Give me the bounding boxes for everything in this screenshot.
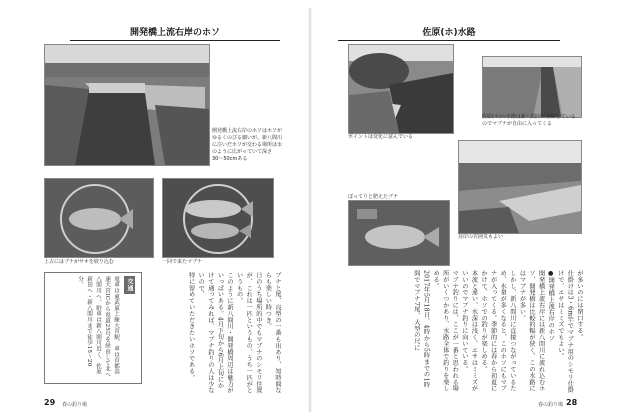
photo-channel xyxy=(44,44,210,166)
right-body-text: が多いのには閉口する。 仕掛けは3・6m竿でマブナ用のシモリ仕掛けで、エサはミミズでもよい。 ●開発橋上流右岸のホソ 開発橋上流右岸には新八間川に流れ込むホソ、開発橋は比較的幅が狭く、この水路にはマブナが多い。 しかし、新八間川に直接つながっているため、水量が多くなると、このホソにもマブナが入ってくる。季節的には春から初夏にかけて、ホソでの釣りが楽しめる。 本流と違い、水深は浅く、エサはミミズがいいのでマブナ釣りに向いている。 マブナ釣りには、ここが一番と思われる場所がいくつかあり、水路全体で釣りを楽しめる。 2017年5月18日、4時から5時までの1時間でマブナ7尾、大型の尺に xyxy=(412,270,583,394)
access-label: 交通 xyxy=(126,278,133,292)
caption-photo-mr: 対岸の雰囲気もよい xyxy=(458,234,504,240)
photo-riverbank xyxy=(458,140,582,234)
photo-fish-right xyxy=(162,178,274,258)
right-page xyxy=(310,0,620,420)
channel-illustration xyxy=(45,45,209,165)
folio-title-left: 春の釣り場 xyxy=(62,402,88,408)
photo-fish-left xyxy=(44,178,154,258)
access-text: 電車は東武東上線大宮駅、車は首都高速大宮ICから県道25号を経由して北へ八間川へ。駐車は新八間川近く、佐原新田へ・新八間川まで徒歩15〜20分。 xyxy=(77,276,119,378)
caption-fish-left: 上古にはブナがサオを絞り込む xyxy=(44,259,114,265)
caption-photo-tr: 佐原(ホ)の水路は新八間川に直結しているのでマブナが自由に入ってくる xyxy=(482,114,576,127)
folio-number-left: 29 xyxy=(44,398,56,407)
caption-main-photo: 開発橋上流右岸のホソはホソがゆるくのびる細いが、新八間川に注いだホソが交わる場所は水のように広がっていて深さ30〜50cmある xyxy=(212,128,283,162)
left-section-heading: 開発橋上流右岸のホソ xyxy=(70,26,280,41)
photo-waterway-right xyxy=(482,56,582,118)
photo-fish xyxy=(348,200,450,266)
caption-photo-ml: ぼってりと肥えたブナ xyxy=(348,194,399,200)
folio-number-right: 28 xyxy=(566,398,578,407)
right-section-heading: 佐原(ホ)水路 xyxy=(338,26,560,41)
left-body-text: ブナと尾、良型の一番も出あり、知時間ならも楽しい時つき。 日のうち場所的中でもマブナのシモリ住置が、これは一匹というもの、うち一匹がというもの。 このように新八間川・開発橋周辺は魅力がいっぱいある。4月下旬から6月上旬にかけて通ってみれば、マブナ釣りの人は少ないので、 特に留めていただきたいホソである。 xyxy=(187,272,281,394)
caption-photo-tl: ポイントは変化に富んでいる xyxy=(348,134,414,140)
folio-title-right: 春の釣り場 xyxy=(538,402,564,408)
photo-waterway-left xyxy=(348,44,454,134)
caption-fish-right: 一回で来たマブナ xyxy=(162,259,203,265)
